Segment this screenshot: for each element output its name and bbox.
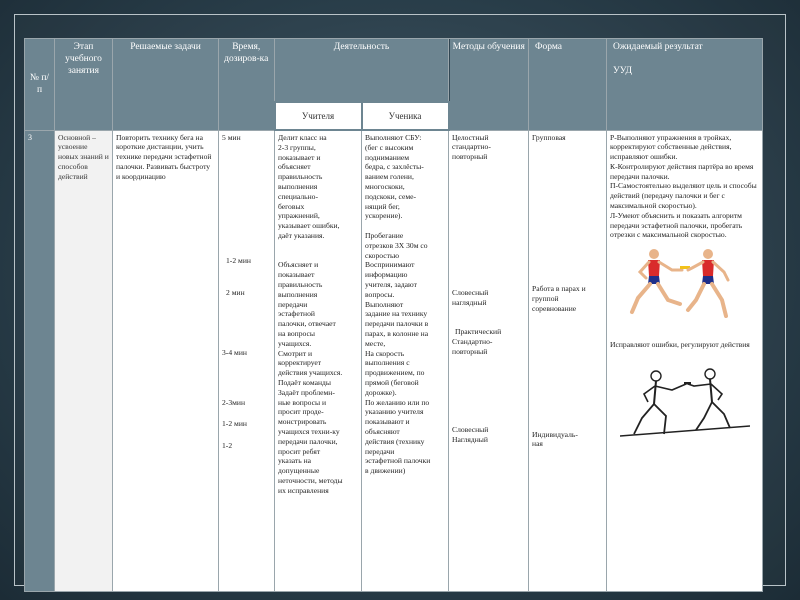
student-line: эстафетной палочки: [365, 456, 431, 466]
teacher-line: Подаёт команды: [278, 377, 331, 387]
teacher-line: [278, 241, 358, 251]
student-line: подскоки, семе-: [365, 191, 417, 201]
teacher-line: допущенные: [278, 466, 320, 476]
time-item: 3-4 мин: [222, 347, 247, 357]
header-time: Время, дозиров-ка: [219, 39, 275, 131]
teacher-line: объясняет: [278, 162, 311, 172]
method-item: Целостный: [452, 132, 489, 142]
student-line: подниманием: [365, 152, 410, 162]
row-tasks: Повторить технику бега на короткие дистанции, учить технике передачи эстафетной палочки. Развивать быстроту и координацию: [113, 130, 219, 592]
teacher-line: указать на: [278, 456, 312, 466]
relay-runners-sketch-icon: [620, 364, 750, 442]
student-line: информацию: [365, 270, 408, 280]
student-line: в движении): [365, 466, 406, 476]
student-line: нящий бег,: [365, 201, 400, 211]
time-item: 2 мин: [226, 288, 245, 298]
teacher-line: беговых: [278, 201, 305, 211]
teacher-line: даёт указания.: [278, 230, 325, 240]
student-line: передачи: [365, 446, 395, 456]
header-num: № п/п: [25, 39, 55, 131]
student-line: указанию учителя: [365, 407, 424, 417]
student-line: продвижением, по: [365, 368, 425, 378]
teacher-line: передачи палочки,: [278, 436, 338, 446]
relay-runners-color-icon: [626, 246, 744, 326]
student-line: ванием голени,: [365, 172, 414, 182]
header-teacher: Учителя: [275, 102, 362, 130]
student-line: бедра, с захлёсты-: [365, 162, 424, 172]
teacher-line: упражнений,: [278, 211, 320, 221]
teacher-line: на вопросы: [278, 328, 315, 338]
student-line: показывают и: [365, 417, 410, 427]
row-result: [607, 130, 763, 592]
method-item: повторный: [452, 152, 488, 162]
teacher-line: Объясняет и: [278, 260, 319, 270]
student-line: действия (технику: [365, 436, 425, 446]
teacher-line: 2-3 группы,: [278, 142, 316, 152]
form-item: соревнование: [532, 303, 577, 313]
student-line: объясняют: [365, 426, 400, 436]
teacher-line: просит проде-: [278, 407, 324, 417]
header-methods: Методы обучения: [449, 39, 529, 131]
teacher-line: передачи: [278, 299, 308, 309]
form-item: Работа в парах и группой: [532, 284, 586, 304]
teacher-line: правильность: [278, 279, 323, 289]
student-line: Выполняют: [365, 299, 404, 309]
teacher-line: Делит класс на: [278, 133, 327, 142]
lesson-table-wrapper: [24, 38, 764, 594]
student-line: месте,: [365, 338, 386, 348]
teacher-line: [278, 251, 358, 261]
form-item: ная: [532, 439, 543, 449]
time-item: 5 мин: [222, 132, 241, 142]
teacher-line: ные вопросы и: [278, 397, 327, 407]
student-line: По желанию или по: [365, 397, 430, 407]
lesson-table: [24, 38, 763, 592]
form-item: Индивидуаль-: [532, 429, 578, 439]
teacher-line: указывает ошибки,: [278, 221, 340, 231]
student-line: (бег с высоким: [365, 142, 414, 152]
time-item: 2-3мин: [222, 397, 246, 407]
teacher-line: правильность: [278, 172, 323, 182]
student-line: скоростью: [365, 250, 400, 260]
teacher-line: их исправления: [278, 485, 329, 495]
teacher-line: корректирует: [278, 358, 322, 368]
teacher-line: выполнения: [278, 181, 318, 191]
header-result-uud: УУД: [613, 66, 632, 76]
teacher-line: выполнения: [278, 289, 318, 299]
teacher-line: специально-: [278, 191, 319, 201]
teacher-line: просит ребят: [278, 446, 321, 456]
student-line: вопросы.: [365, 289, 395, 299]
student-line: передачи палочки в: [365, 319, 429, 329]
time-item: 1-2 мин: [226, 256, 251, 266]
header-tasks: Решаемые задачи: [113, 39, 219, 131]
teacher-line: показывает и: [278, 152, 321, 162]
student-line: парах, в колонне на: [365, 328, 429, 338]
form-item: Групповая: [532, 132, 566, 142]
header-result: [607, 39, 763, 131]
row-methods: [449, 130, 529, 592]
header-form: Форма: [529, 39, 607, 131]
teacher-line: эстафетной: [278, 309, 315, 319]
student-line: ускорение).: [365, 211, 403, 221]
row-form: [529, 130, 607, 592]
student-line: На скорость: [365, 348, 405, 358]
method-item: Практический: [455, 327, 502, 337]
method-item: наглядный: [452, 297, 487, 307]
teacher-line: Задаёт проблемн-: [278, 387, 335, 397]
row-teacher: [275, 130, 362, 592]
result-item: Исправляют ошибки, регулируют действия: [610, 340, 750, 350]
student-line: Выполняют СБУ:: [365, 133, 422, 142]
student-line: Воспринимают: [365, 260, 415, 270]
student-line: [365, 221, 445, 231]
student-line: Пробегание: [365, 230, 404, 240]
header-result-title: Ожидаемый результат: [613, 42, 703, 52]
method-item: стандартно-: [452, 142, 491, 152]
time-item: 1-2 мин: [222, 419, 247, 429]
teacher-line: Смотрит и: [278, 348, 313, 358]
header-activity: Деятельность: [275, 39, 449, 103]
method-item: Словесный: [452, 287, 489, 297]
method-item: Словесный: [452, 424, 489, 434]
teacher-line: монстрировать: [278, 417, 327, 427]
teacher-line: учащихся техни-ку: [278, 426, 340, 436]
method-item: Стандартно-: [452, 337, 493, 347]
teacher-line: палочки, отвечает: [278, 319, 336, 329]
student-line: отрезков 3Х 30м со: [365, 240, 428, 250]
teacher-line: неточности, методы: [278, 475, 343, 485]
method-item: повторный: [452, 347, 488, 357]
result-item: Л-Умеют объяснить и показать алгоритм передачи эстафетной палочки, пробегать отрезки с максимальной скоростью.: [610, 210, 743, 240]
result-item: К-Контролируют действия партёра во время передачи палочки.: [610, 161, 754, 181]
header-etap: Этап учебного занятия: [55, 39, 113, 131]
student-line: многоскоки,: [365, 181, 405, 191]
student-line: учителя, задают: [365, 279, 417, 289]
teacher-line: учащихся.: [278, 338, 312, 348]
row-student: [362, 130, 449, 592]
student-line: дорожке).: [365, 387, 397, 397]
row-etap: Основной – усвоение новых знаний и способов действий: [55, 130, 113, 592]
header-student: Ученика: [362, 102, 449, 130]
method-item: Наглядный: [452, 434, 488, 444]
student-line: задание на технику: [365, 309, 428, 319]
time-item: 1-2: [222, 441, 233, 451]
student-line: прямой (беговой: [365, 377, 419, 387]
teacher-line: показывает: [278, 270, 315, 280]
row-time: [219, 130, 275, 592]
result-item: Р-Выполняют упражнения в тройках, корректируют собственные действия, исправляют ошибки.: [610, 132, 732, 162]
result-item: П-Самостоятельно выделяют цель и способы действий (передачу палочки и бег с максимальной скоростью).: [610, 181, 757, 211]
row-num: 3: [25, 130, 55, 592]
student-line: выполнения с: [365, 358, 410, 368]
teacher-line: действия учащихся.: [278, 368, 343, 378]
